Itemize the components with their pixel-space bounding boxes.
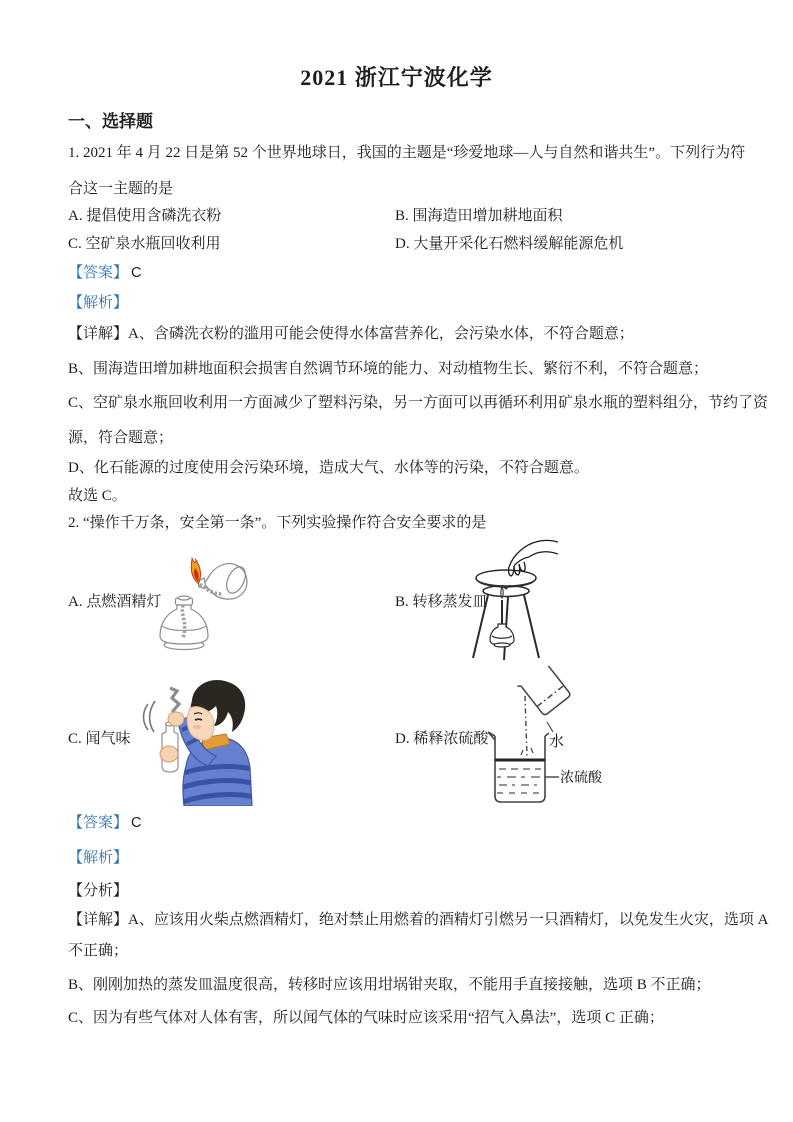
q2-detail-line3: B、刚刚加热的蒸发皿温度很高，转移时应该用坩埚钳夹取，不能用手直接接触，选项 B 不正确；: [68, 977, 711, 993]
q1-detail-line6: 故选 C。: [68, 488, 127, 504]
q1-option-d: D. 大量开采化石燃料缓解能源危机: [395, 236, 624, 252]
dilute-sulfuric-acid-illustration: [487, 666, 625, 806]
q1-option-a: A. 提倡使用含磷洗衣粉: [68, 208, 222, 224]
q2-fenxi-label: 【分析】: [68, 883, 129, 899]
waft-motion-lines: [144, 701, 156, 732]
section-heading: 一、选择题: [68, 112, 153, 131]
q2-detail-line1: 【详解】A、应该用火柴点燃酒精灯，绝对禁止用燃着的酒精灯引燃另一只酒精灯，以免发生火灾，选项 A: [68, 912, 769, 928]
q1-detail-line4: 源，符合题意；: [68, 430, 174, 446]
q2-answer-label: 【答案】: [68, 815, 129, 831]
boy-smelling-gas-illustration: [138, 674, 256, 806]
q1-answer-value: C: [131, 265, 142, 281]
acid-label: 浓硫酸: [560, 771, 602, 786]
q1-answer-line: [68, 263, 142, 283]
q2-jiexi-label: 【解析】: [68, 850, 129, 866]
q1-detail-line2: B、围海造田增加耕地面积会损害自然调节环境的能力、对动植物生长、繁衍不利，不符合题意；: [68, 361, 709, 377]
q2-option-c-label: C. 闻气味: [68, 731, 131, 747]
q1-option-b: B. 围海造田增加耕地面积: [395, 208, 563, 224]
q1-option-c: C. 空矿泉水瓶回收利用: [68, 236, 221, 252]
q1-detail-line3: C、空矿泉水瓶回收利用一方面减少了塑料污染，另一方面可以再循环利用矿泉水瓶的塑料组分，节约了资: [68, 395, 769, 411]
q2-stem: 2. “操作千万条，安全第一条”。下列实验操作符合安全要求的是: [68, 515, 487, 531]
evaporating-dish-transfer-illustration: [458, 536, 558, 666]
q2-answer-line: [68, 813, 142, 833]
q2-detail-line2: 不正确；: [68, 943, 129, 959]
alcohol-lamp-lighting-illustration: [154, 550, 250, 652]
q1-answer-label: 【答案】: [68, 265, 129, 281]
q1-stem-line2: 合这一主题的是: [68, 181, 174, 197]
q1-jiexi-label: 【解析】: [68, 295, 129, 311]
q2-option-a-label: A. 点燃酒精灯: [68, 594, 162, 610]
q2-option-d-label: D. 稀释浓硫酸: [395, 731, 489, 747]
q2-detail-line4: C、因为有些气体对人体有害，所以闻气体的气味时应该采用“招气入鼻法”，选项 C 正确；: [68, 1010, 664, 1026]
q2-answer-value: C: [131, 815, 142, 831]
page-title: 2021 浙江宁波化学: [300, 65, 493, 90]
q2-option-b-label: B. 转移蒸发皿: [395, 594, 488, 610]
q1-stem-line1: 1. 2021 年 4 月 22 日是第 52 个世界地球日，我国的主题是“珍爱地球—人与自然和谐共生”。下列行为符: [68, 145, 746, 161]
q1-detail-line1: 【详解】A、含磷洗衣粉的滥用可能会使得水体富营养化，会污染水体，不符合题意；: [68, 326, 634, 342]
water-label: 水: [549, 734, 565, 750]
q1-detail-line5: D、化石能源的过度使用会污染环境，造成大气、水体等的污染，不符合题意。: [68, 460, 589, 476]
